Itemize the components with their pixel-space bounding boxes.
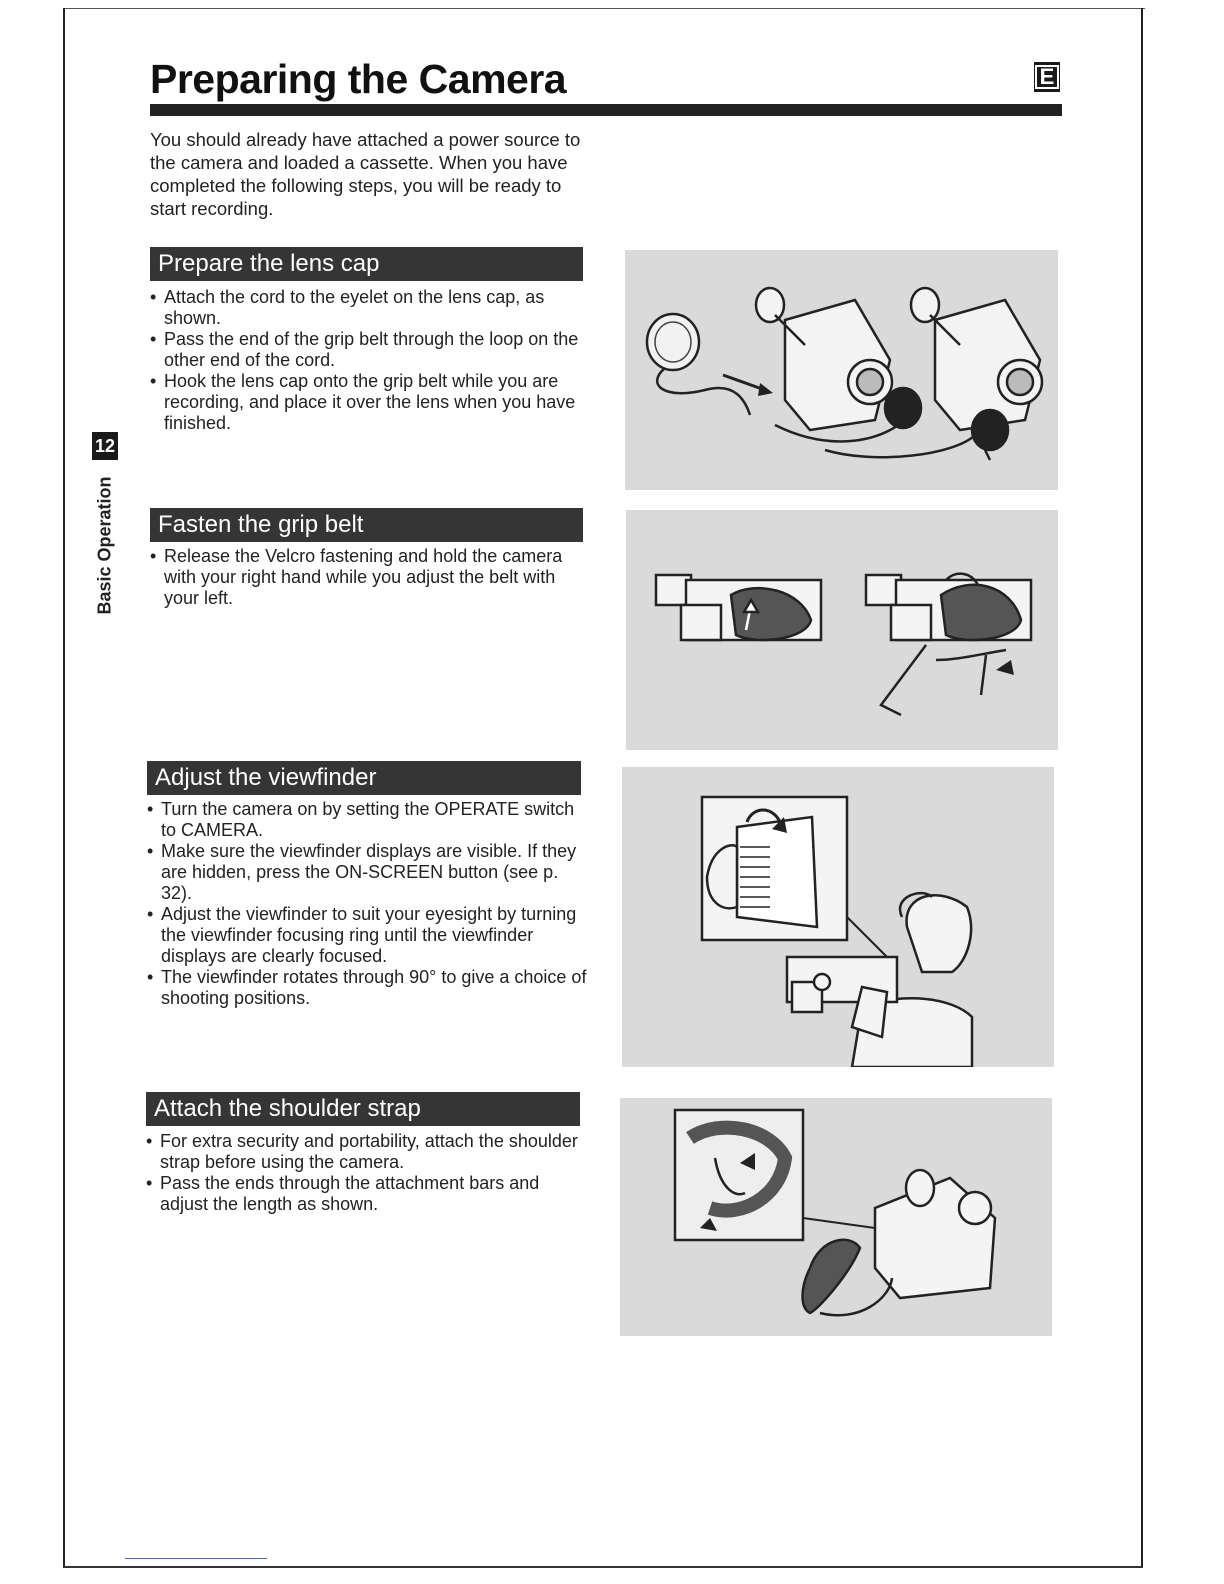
list-item: • Pass the end of the grip belt through the loop on the other end of the cord. xyxy=(150,329,590,371)
lens-cap-bullets xyxy=(150,287,590,434)
language-badge xyxy=(1034,62,1060,92)
list-item: • Attach the cord to the eyelet on the lens cap, as shown. xyxy=(150,287,590,329)
page-border-left xyxy=(63,8,65,1568)
lens-cap-illustration xyxy=(625,250,1058,490)
page-border-right xyxy=(1141,8,1143,1568)
bottom-accent-line xyxy=(125,1558,267,1559)
list-item: • Adjust the viewfinder to suit your eyesight by turning the viewfinder focusing ring until the viewfinder displays are clearly focused. xyxy=(147,904,587,967)
list-item: • Turn the camera on by setting the OPERATE switch to CAMERA. xyxy=(147,799,587,841)
section-heading-shoulder-strap: Attach the shoulder strap xyxy=(146,1092,580,1126)
grip-belt-bullets xyxy=(150,546,590,609)
list-item: • The viewfinder rotates through 90° to give a choice of shooting positions. xyxy=(147,967,587,1009)
page-border-top xyxy=(63,8,1145,9)
list-item: • Pass the ends through the attachment bars and adjust the length as shown. xyxy=(146,1173,586,1215)
shoulder-strap-bullets xyxy=(146,1131,586,1215)
language-badge-letter: E xyxy=(1035,65,1060,89)
viewfinder-illustration xyxy=(622,767,1054,1067)
page-number-tab: 12 xyxy=(92,432,118,460)
list-item: • Make sure the viewfinder displays are visible. If they are hidden, press the ON-SCREEN button (see p. 32). xyxy=(147,841,587,904)
page-title: Preparing the Camera xyxy=(150,56,567,102)
list-item: • Release the Velcro fastening and hold the camera with your right hand while you adjust the belt with your left. xyxy=(150,546,590,609)
list-item: • Hook the lens cap onto the grip belt while you are recording, and place it over the lens when you have finished. xyxy=(150,371,590,434)
title-rule xyxy=(150,104,1062,116)
intro-paragraph: You should already have attached a power source to the camera and loaded a cassette. When you have completed the following steps, you will be ready to start recording. xyxy=(150,129,581,219)
side-label-text: Basic Operation xyxy=(94,475,115,615)
section-heading-lens-cap: Prepare the lens cap xyxy=(150,247,583,281)
shoulder-strap-illustration xyxy=(620,1098,1052,1336)
section-heading-grip-belt: Fasten the grip belt xyxy=(150,508,583,542)
list-item: • For extra security and portability, attach the shoulder strap before using the camera. xyxy=(146,1131,586,1173)
viewfinder-bullets xyxy=(147,799,587,1009)
section-side-label xyxy=(92,470,118,620)
page-border-bottom xyxy=(63,1566,1143,1568)
grip-belt-illustration xyxy=(626,510,1058,750)
section-heading-viewfinder: Adjust the viewfinder xyxy=(147,761,581,795)
